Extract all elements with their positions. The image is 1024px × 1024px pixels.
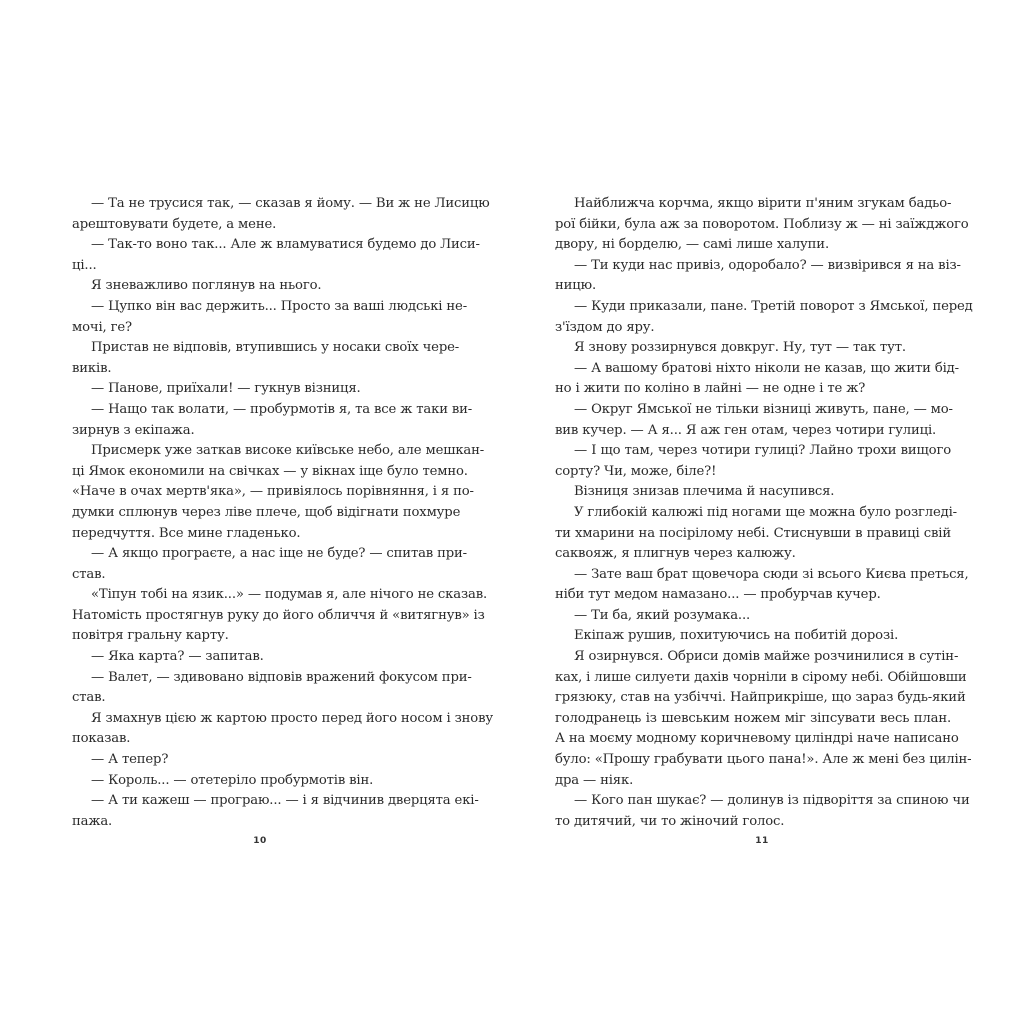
text-line: показав. <box>72 731 131 747</box>
text-line: арештовувати будете, а мене. <box>72 216 277 232</box>
text-line: — А ти кажеш — програю... — і я відчинив дверцята екі- <box>91 793 479 809</box>
text-line: повітря гральну карту. <box>72 628 229 644</box>
text-line: — Кого пан шукає? — долинув із підворіття за спиною чи <box>574 793 970 809</box>
text-line: сорту? Чи, може, біле?! <box>555 463 717 479</box>
text-line: «Наче в очах мертв'яка», — привіялось порівняння, і я по- <box>72 484 474 500</box>
text-line: «Тіпун тобі на язик...» — подумав я, але нічого не сказав. <box>91 587 488 603</box>
text-line: У глибокій калюжі під ногами ще можна було розгледі- <box>574 504 957 520</box>
text-line: пажа. <box>72 813 113 829</box>
text-line: виків. <box>72 360 112 376</box>
text-line: мочі, ге? <box>72 319 132 335</box>
text-line: став. <box>72 690 106 706</box>
text-line: думки сплюнув через ліве плече, щоб відігнати похмуре <box>72 504 461 520</box>
text-line: — І що там, через чотири гулиці? Лайно трохи вищого <box>574 443 951 459</box>
text-line: но і жити по коліно в лайні — не одне і те ж? <box>555 381 866 397</box>
text-line: — А тепер? <box>91 752 169 768</box>
text-line: — Ти куди нас привіз, одоробало? — визвірився я на віз- <box>574 257 961 273</box>
text-line: Я змахнув цією ж картою просто перед його носом і знову <box>91 710 493 726</box>
text-line: — Король... — отетеріло пробурмотів він. <box>91 772 374 788</box>
text-line: — Цупко він вас держить... Просто за ваші людські не- <box>91 298 468 314</box>
text-line: — Яка карта? — запитав. <box>91 649 264 665</box>
text-line: Пристав не відповів, втупившись у носаки своїх чере- <box>91 340 460 356</box>
text-line: ти хмарини на посірілому небі. Стиснувши в правиці свій <box>555 525 951 541</box>
text-line: голодранець із шевським ножем міг зіпсувати весь план. <box>555 710 951 726</box>
left-page-number: 10 <box>253 836 267 846</box>
text-line: грязюку, став на узбіччі. Найприкріше, що зараз будь-який <box>555 690 966 706</box>
text-line: А на моєму модному коричневому циліндрі наче написано <box>555 731 959 747</box>
text-line: ніби тут медом намазано... — пробурчав кучер. <box>555 587 881 603</box>
text-line: — Валет, — здивовано відповів вражений фокусом при- <box>91 669 472 685</box>
text-line: саквояж, я плигнув через калюжу. <box>555 546 796 562</box>
right-page-number: 11 <box>755 836 769 846</box>
left-page <box>72 194 493 832</box>
text-line: Екіпаж рушив, похитуючись на побитій дорозі. <box>574 628 899 644</box>
text-line: рої бійки, була аж за поворотом. Поблизу ж — ні заїжджого <box>555 216 969 232</box>
text-line: — Ти ба, який розумака... <box>574 607 751 623</box>
text-line: — Панове, приїхали! — гукнув візниця. <box>91 381 361 397</box>
text-line: двору, ні борделю, — самі лише халупи. <box>555 237 829 253</box>
text-line: Візниця знизав плечима й насупився. <box>574 484 835 500</box>
text-line: з'їздом до яру. <box>555 319 655 335</box>
text-line: вив кучер. — А я... Я аж ген отам, через чотири гулиці. <box>555 422 937 438</box>
text-line: було: «Прошу грабувати цього пана!». Але ж мені без цилін- <box>555 752 972 768</box>
text-line: зирнув з екіпажа. <box>72 422 195 438</box>
text-line: Присмерк уже заткав високе київське небо, але мешкан- <box>91 443 485 459</box>
text-line: — Так-то воно так... Але ж вламуватися будемо до Лиси- <box>91 237 480 253</box>
text-line: — Зате ваш брат щовечора сюди зі всього Києва преться, <box>574 566 969 582</box>
text-line: — Куди приказали, пане. Третій поворот з Ямської, перед <box>574 298 973 314</box>
text-line: ках, і лише силуети дахів чорніли в сірому небі. Обійшовши <box>555 669 967 685</box>
text-line: став. <box>72 566 106 582</box>
text-line: ці... <box>72 257 97 273</box>
text-line: ці Ямок економили на свічках — у вікнах іще було темно. <box>72 463 468 479</box>
text-line: — Нащо так волати, — пробурмотів я, та все ж таки ви- <box>91 401 473 417</box>
text-line: — А вашому братові ніхто ніколи не казав, що жити бід- <box>574 360 959 376</box>
text-line: Я зневажливо поглянув на нього. <box>91 278 322 294</box>
text-line: Найближча корчма, якщо вірити п'яним згукам бадьо- <box>574 196 952 211</box>
text-line: Я знову роззирнувся довкруг. Ну, тут — так тут. <box>574 340 906 356</box>
text-line: Я озирнувся. Обриси домів майже розчинилися в сутін- <box>574 649 959 665</box>
text-line: дра — ніяк. <box>555 772 634 788</box>
text-line: то дитячий, чи то жіночий голос. <box>555 813 785 829</box>
text-line: — Округ Ямської не тільки візниці живуть, пане, — мо- <box>574 401 953 417</box>
text-line: — А якщо програєте, а нас іще не буде? — спитав при- <box>91 546 467 562</box>
text-line: Натомість простягнув руку до його обличчя й «витягнув» із <box>72 607 485 623</box>
text-line: ницю. <box>555 278 596 294</box>
text-line: — Та не трусися так, — сказав я йому. — Ви ж не Лисицю <box>91 196 490 211</box>
text-line: передчуття. Все мине гладенько. <box>72 525 301 541</box>
right-page <box>555 194 973 832</box>
